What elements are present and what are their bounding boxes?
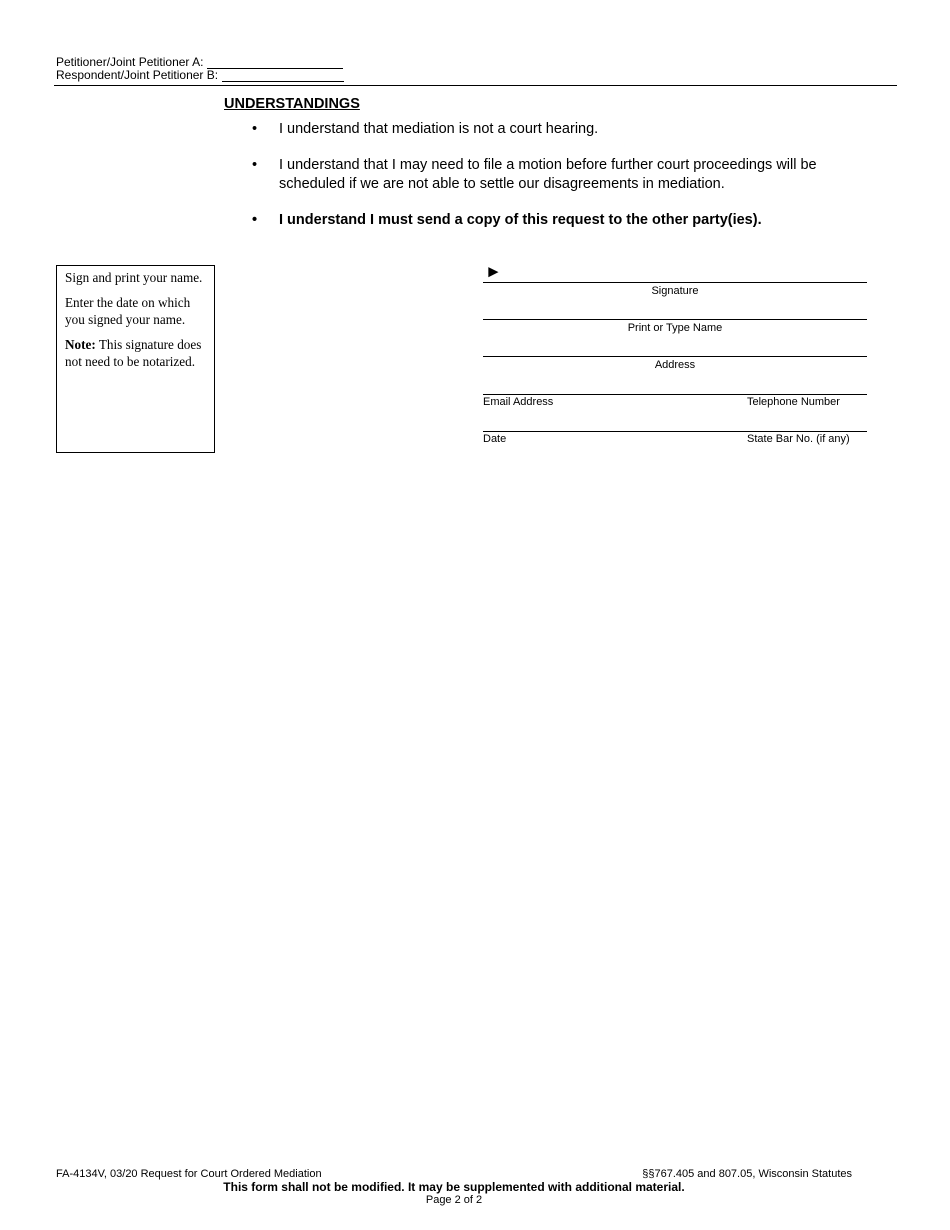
understandings-list (252, 120, 872, 247)
telephone-label: Telephone Number (747, 396, 840, 408)
page-number: Page 2 of 2 (425, 1194, 483, 1206)
instruction-note (65, 336, 208, 370)
understanding-item (252, 120, 872, 139)
instruction-sign: Sign and print your name. (65, 270, 203, 285)
signature-field[interactable] (483, 282, 867, 298)
state-bar-label: State Bar No. (if any) (747, 433, 850, 445)
print-name-label: Print or Type Name (627, 322, 723, 334)
bullet-icon: • (252, 157, 258, 173)
form-id: FA-4134V, 03/20 Request for Court Ordered Mediation (56, 1168, 322, 1180)
print-name-field[interactable] (483, 319, 867, 335)
sign-here-arrow-icon: ► (485, 262, 502, 281)
address-label: Address (654, 359, 696, 371)
email-label: Email Address (483, 396, 554, 408)
understanding-item (252, 211, 872, 230)
bullet-icon: • (252, 121, 258, 137)
petitioner-label: Petitioner/Joint Petitioner A: (56, 55, 204, 69)
bullet-icon: • (252, 212, 258, 228)
understanding-text: I understand that I may need to file a motion before further court proceedings will be scheduled if we are not able to settle our disagreements in mediation. (279, 157, 817, 192)
understanding-item (252, 156, 872, 194)
header-divider (54, 85, 897, 86)
signature-instructions-box (56, 265, 215, 453)
case-parties-header (56, 56, 344, 82)
signature-label: Signature (651, 285, 699, 297)
note-label: Note: (65, 337, 96, 352)
email-telephone-field[interactable] (483, 394, 867, 409)
understandings-title: UNDERSTANDINGS (224, 96, 360, 112)
modification-notice: This form shall not be modified. It may be supplemented with additional material. (223, 1180, 685, 1194)
respondent-line (56, 69, 344, 82)
understanding-text: I understand that mediation is not a court hearing. (279, 121, 599, 137)
respondent-label: Respondent/Joint Petitioner B: (56, 68, 219, 82)
respondent-field[interactable] (222, 71, 344, 82)
date-statebar-field[interactable] (483, 431, 867, 446)
page-footer (56, 1168, 852, 1207)
instruction-date: Enter the date on which you signed your name. (65, 295, 191, 327)
address-field[interactable] (483, 356, 867, 372)
understanding-text: I understand I must send a copy of this request to the other party(ies). (279, 212, 762, 228)
note-text: This signature does not need to be notarized. (65, 337, 202, 369)
petitioner-field[interactable] (207, 58, 343, 69)
date-label: Date (483, 433, 507, 445)
statutes: §§767.405 and 807.05, Wisconsin Statutes (642, 1168, 852, 1180)
